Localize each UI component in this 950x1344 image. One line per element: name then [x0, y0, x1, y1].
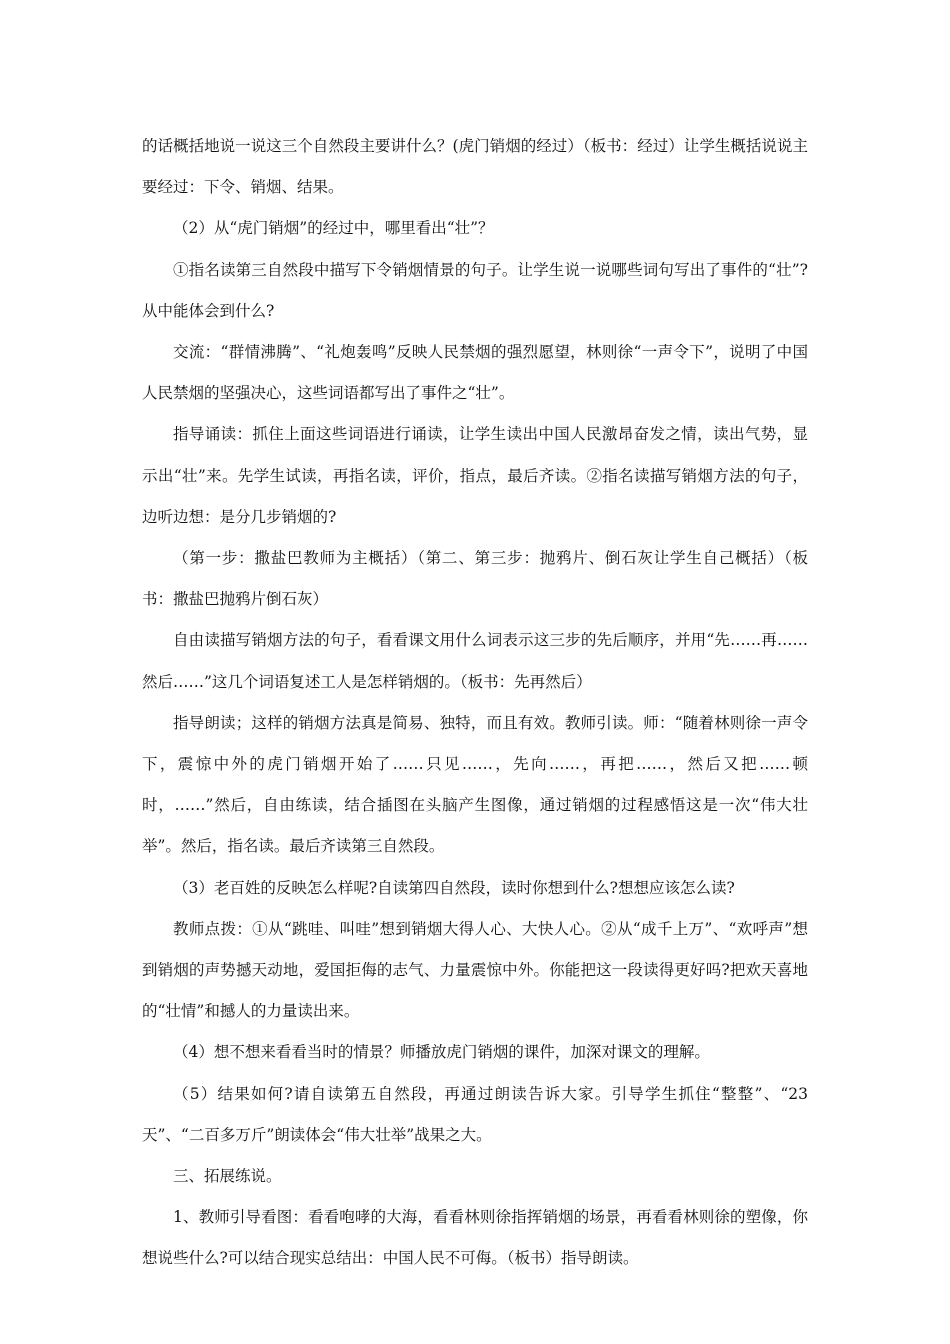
section-heading-3: 三、拓展练说。 [173, 1167, 282, 1186]
paragraph-11: （4）想不想来看看当时的情景？师播放虎门销烟的课件，加深对课文的理解。 [173, 1043, 710, 1062]
paragraph-14: 1、教师引导看图：看看咆哮的大海，看看林则徐指挥销烟的场景，再看看林则徐的塑像，你想说些什么?可以结合现实总结出：中国人民不可侮。（板书）指导朗读。 [142, 1208, 808, 1268]
paragraph-12: （5）结果如何?请自读第五自然段，再通过朗读告诉大家。引导学生抓住“整整”、“23天”、“二百多万斤”朗读体会“伟大壮举”战果之大。 [142, 1084, 808, 1144]
paragraph-8: 指导朗读；这样的销烟方法真是简易、独特，而且有效。教师引读。师：“随着林则徐一声令下，震惊中外的虎门销烟开始了……只见……，先向……，再把……，然后又把……顿时，……”然后，自由练读，结合插图在头脑产生图像，通过销烟的过程感悟这是一次“伟大壮举”。然后，指名读。最后齐读第三自然段。 [142, 713, 808, 856]
paragraph-9: （3）老百姓的反映怎么样呢?自读第四自然段，读时你想到什么?想想应该怎么读? [173, 878, 735, 897]
paragraph-2: （2）从“虎门销烟”的经过中，哪里看出“壮”？ [173, 219, 494, 238]
paragraph-3: ①指名读第三自然段中描写下令销烟情景的句子。让学生说一说哪些词句写出了事件的“壮”?从中能体会到什么? [142, 260, 808, 320]
paragraph-6: （第一步：撒盐巴教师为主概括）（第二、第三步：抛鸦片、倒石灰让学生自己概括）（板书：撒盐巴抛鸦片倒石灰） [142, 549, 808, 609]
paragraph-7: 自由读描写销烟方法的句子，看看课文用什么词表示这三步的先后顺序，并用“先……再……然后……”这几个词语复述工人是怎样销烟的。（板书：先再然后） [142, 631, 808, 691]
paragraph-10: 教师点拨：①从“跳哇、叫哇”想到销烟大得人心、大快人心。②从“成千上万”、“欢呼声”想到销烟的声势撼天动地，爱国拒侮的志气、力量震惊中外。你能把这一段读得更好吗?把欢天喜地的“壮情”和撼人的力量读出来。 [142, 919, 808, 1021]
document-body [142, 126, 808, 1280]
paragraph-1: 的话概括地说一说这三个自然段主要讲什么？(虎门销烟的经过）（板书：经过）让学生概括说说主要经过：下令、销烟、结果。 [142, 137, 808, 197]
paragraph-5: 指导诵读：抓住上面这些词语进行诵读，让学生读出中国人民激昂奋发之情，读出气势，显示出“壮”来。先学生试读，再指名读，评价，指点，最后齐读。②指名读描写销烟方法的句子，边听边想：是分几步销烟的? [142, 425, 808, 526]
paragraph-4: 交流：“群情沸腾”、“礼炮轰鸣”反映人民禁烟的强烈愿望，林则徐“一声令下”，说明了中国人民禁烟的坚强决心，这些词语都写出了事件之“壮”。 [142, 343, 808, 403]
